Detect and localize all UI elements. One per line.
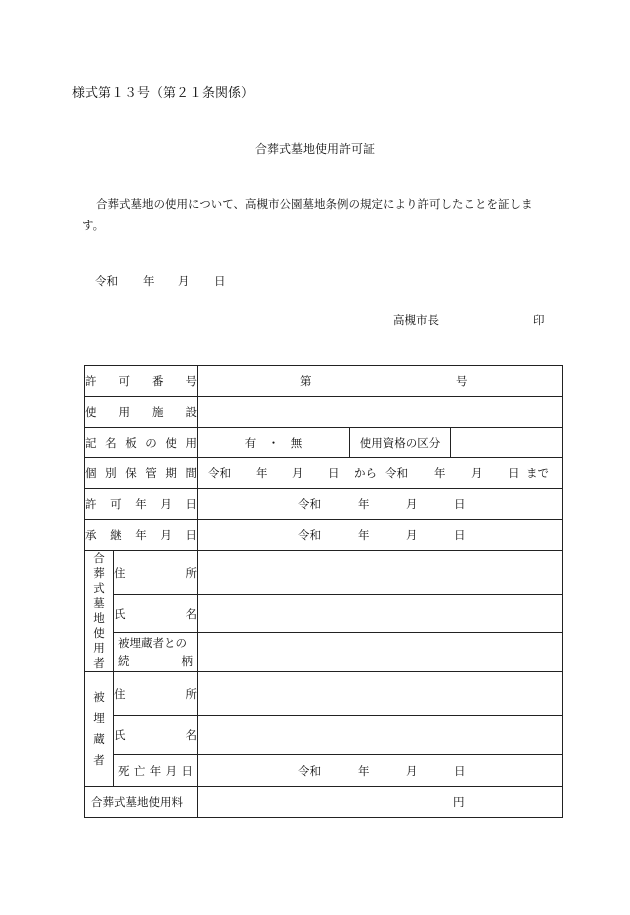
- row-fee: [85, 787, 563, 818]
- seal-mark: 印: [533, 313, 545, 327]
- label-char: 板: [125, 435, 137, 450]
- label-char: 施: [152, 405, 164, 419]
- form-number: 様式第１３号（第２１条関係）: [72, 86, 255, 101]
- side-char: 式: [93, 581, 105, 595]
- label-char: 保: [125, 466, 137, 480]
- label-char: 別: [105, 466, 117, 480]
- label-char: 氏: [114, 728, 126, 742]
- fee-label: 合葬式墓地使用料: [85, 787, 198, 818]
- permit-date-label: [85, 489, 198, 520]
- buried-side-label: [85, 672, 114, 787]
- side-char: 地: [93, 611, 105, 625]
- label-char: 年: [135, 528, 147, 542]
- user-address-field[interactable]: [198, 551, 563, 595]
- storage-kara: から: [354, 466, 377, 480]
- label-char: 月: [160, 497, 172, 511]
- label-char: 使: [85, 405, 97, 419]
- user-name-label: [114, 595, 198, 633]
- permit-date-era: 令和: [298, 497, 321, 511]
- buried-name-label: [114, 716, 198, 755]
- storage-month-1: 月: [292, 466, 304, 480]
- issue-month: 月: [178, 274, 190, 288]
- storage-year-1: 年: [256, 466, 268, 480]
- label-char: 亡: [133, 763, 146, 778]
- succession-date-year: 年: [358, 528, 370, 542]
- label-char: 月: [160, 528, 172, 542]
- side-char: 使: [93, 626, 105, 640]
- label-char: 住: [114, 686, 126, 701]
- label-char: 許: [85, 374, 97, 388]
- succession-date-era: 令和: [298, 528, 321, 542]
- label-char: 用: [185, 435, 197, 450]
- user-relation-field[interactable]: [198, 633, 563, 672]
- buried-address-field[interactable]: [198, 672, 563, 716]
- death-date-label: [114, 755, 198, 787]
- row-storage-period: [85, 458, 563, 489]
- label-char: 個: [85, 466, 97, 480]
- side-char: 合: [93, 551, 105, 565]
- label-char: 日: [185, 497, 197, 511]
- label-char: 年: [135, 497, 147, 511]
- buried-name-label-text: [114, 727, 197, 743]
- label-char: 所: [185, 686, 197, 701]
- succession-date-field[interactable]: [198, 520, 563, 551]
- fee-yen: 円: [453, 795, 465, 809]
- buried-address-label-text: [114, 686, 197, 702]
- permit-date-month: 月: [406, 497, 418, 511]
- side-char: 蔵: [93, 732, 105, 746]
- label-char: 柄: [181, 654, 193, 668]
- row-buried-death: [85, 755, 563, 787]
- succession-date-month: 月: [406, 528, 418, 542]
- user-name-label-text: [114, 606, 197, 622]
- buried-address-label: [114, 672, 198, 716]
- facility-field[interactable]: [198, 397, 563, 428]
- side-char: 用: [93, 641, 105, 655]
- label-char: 間: [185, 466, 197, 480]
- permit-date-year: 年: [358, 497, 370, 511]
- label-char: 許: [85, 497, 97, 511]
- nameplate-label: [85, 428, 198, 458]
- user-relation-label-2: [118, 652, 193, 670]
- body-text-line-1: 合葬式墓地の使用について、高槻市公園墓地条例の規定により許可したことを証しま: [96, 197, 533, 211]
- storage-era-2: 令和: [385, 466, 408, 480]
- label-char: 承: [85, 528, 97, 542]
- row-user-relation: [85, 633, 563, 672]
- facility-label-text: [85, 404, 197, 420]
- permit-number-field[interactable]: [198, 366, 563, 397]
- death-date-era: 令和: [298, 763, 321, 778]
- permit-go: 号: [456, 374, 468, 388]
- side-char: 墓: [93, 596, 105, 610]
- label-char: 継: [110, 528, 122, 542]
- permit-number-label-text: [85, 373, 197, 389]
- fee-field[interactable]: [198, 787, 563, 818]
- permit-dai: 第: [300, 374, 312, 388]
- succession-date-day: 日: [454, 528, 466, 542]
- label-char: 年: [149, 763, 162, 778]
- label-char: 名: [185, 728, 197, 742]
- row-permit-date: [85, 489, 563, 520]
- user-side-label: [85, 551, 114, 672]
- issue-day: 日: [214, 274, 226, 288]
- buried-name-field[interactable]: [198, 716, 563, 755]
- user-address-label-text: [114, 565, 197, 581]
- nameplate-label-text: [85, 435, 197, 451]
- row-buried-address: [85, 672, 563, 716]
- label-char: 可: [118, 374, 130, 388]
- user-address-label: [114, 551, 198, 595]
- death-date-field[interactable]: [198, 755, 563, 787]
- side-char: 被: [93, 690, 105, 704]
- label-char: 使: [165, 435, 177, 450]
- label-char: 用: [118, 405, 130, 419]
- death-date-month: 月: [406, 763, 418, 778]
- label-char: 管: [145, 466, 157, 480]
- user-relation-label: [114, 633, 198, 672]
- death-date-label-text: [118, 763, 193, 779]
- row-user-address: [85, 551, 563, 595]
- label-char: 可: [110, 497, 122, 511]
- death-date-year: 年: [358, 763, 370, 778]
- label-char: 期: [165, 466, 177, 480]
- row-permit-number: [85, 366, 563, 397]
- facility-label: [85, 397, 198, 428]
- storage-made: まで: [526, 466, 549, 480]
- page-title: 合葬式墓地使用許可証: [254, 142, 375, 156]
- permit-table: [84, 365, 563, 818]
- label-char: 名: [105, 435, 117, 450]
- label-char: 日: [181, 763, 193, 778]
- side-char: 者: [93, 656, 105, 670]
- row-facility: [85, 397, 563, 428]
- storage-label: [85, 458, 198, 489]
- qualification-field[interactable]: [451, 428, 563, 458]
- label-char: 記: [85, 435, 97, 450]
- permit-date-label-text: [85, 496, 197, 512]
- issue-era: 令和: [95, 274, 118, 288]
- label-char: 設: [185, 405, 197, 419]
- row-buried-name: [85, 716, 563, 755]
- storage-month-2: 月: [471, 466, 483, 480]
- storage-label-text: [85, 465, 197, 481]
- storage-year-2: 年: [434, 466, 446, 480]
- side-char: 者: [93, 753, 105, 767]
- user-relation-label-1: 被埋蔵者との: [118, 636, 187, 650]
- nameplate-choice[interactable]: 有 ・ 無: [198, 428, 350, 458]
- mayor-label: 高槻市長: [393, 313, 439, 327]
- succession-date-label-text: [85, 527, 197, 543]
- side-char: 葬: [93, 566, 105, 580]
- permit-number-label: [85, 366, 198, 397]
- label-char: 死: [118, 763, 130, 778]
- row-user-name: [85, 595, 563, 633]
- qualification-label: 使用資格の区分: [350, 428, 451, 458]
- label-char: 号: [185, 374, 197, 388]
- label-char: の: [145, 435, 157, 450]
- label-char: 番: [152, 374, 164, 388]
- label-char: 名: [185, 606, 197, 621]
- body-text-line-2: す。: [82, 218, 105, 232]
- label-char: 続: [118, 654, 130, 668]
- row-nameplate: [85, 428, 563, 458]
- label-char: 氏: [114, 606, 126, 621]
- label-char: 住: [114, 565, 126, 580]
- storage-era-1: 令和: [208, 466, 231, 480]
- issue-year: 年: [143, 274, 155, 288]
- permit-date-field[interactable]: [198, 489, 563, 520]
- storage-field[interactable]: [198, 458, 563, 489]
- storage-day-2: 日: [508, 466, 520, 480]
- user-name-field[interactable]: [198, 595, 563, 633]
- label-char: 日: [185, 528, 197, 542]
- side-char: 埋: [93, 711, 105, 725]
- storage-day-1: 日: [328, 466, 340, 480]
- user-side-label-chars: [93, 551, 105, 671]
- buried-side-label-chars: [93, 687, 105, 771]
- label-char: 所: [185, 565, 197, 580]
- label-char: 月: [165, 763, 178, 778]
- permit-date-day: 日: [454, 497, 466, 511]
- succession-date-label: [85, 520, 198, 551]
- row-succession-date: [85, 520, 563, 551]
- death-date-day: 日: [454, 763, 466, 778]
